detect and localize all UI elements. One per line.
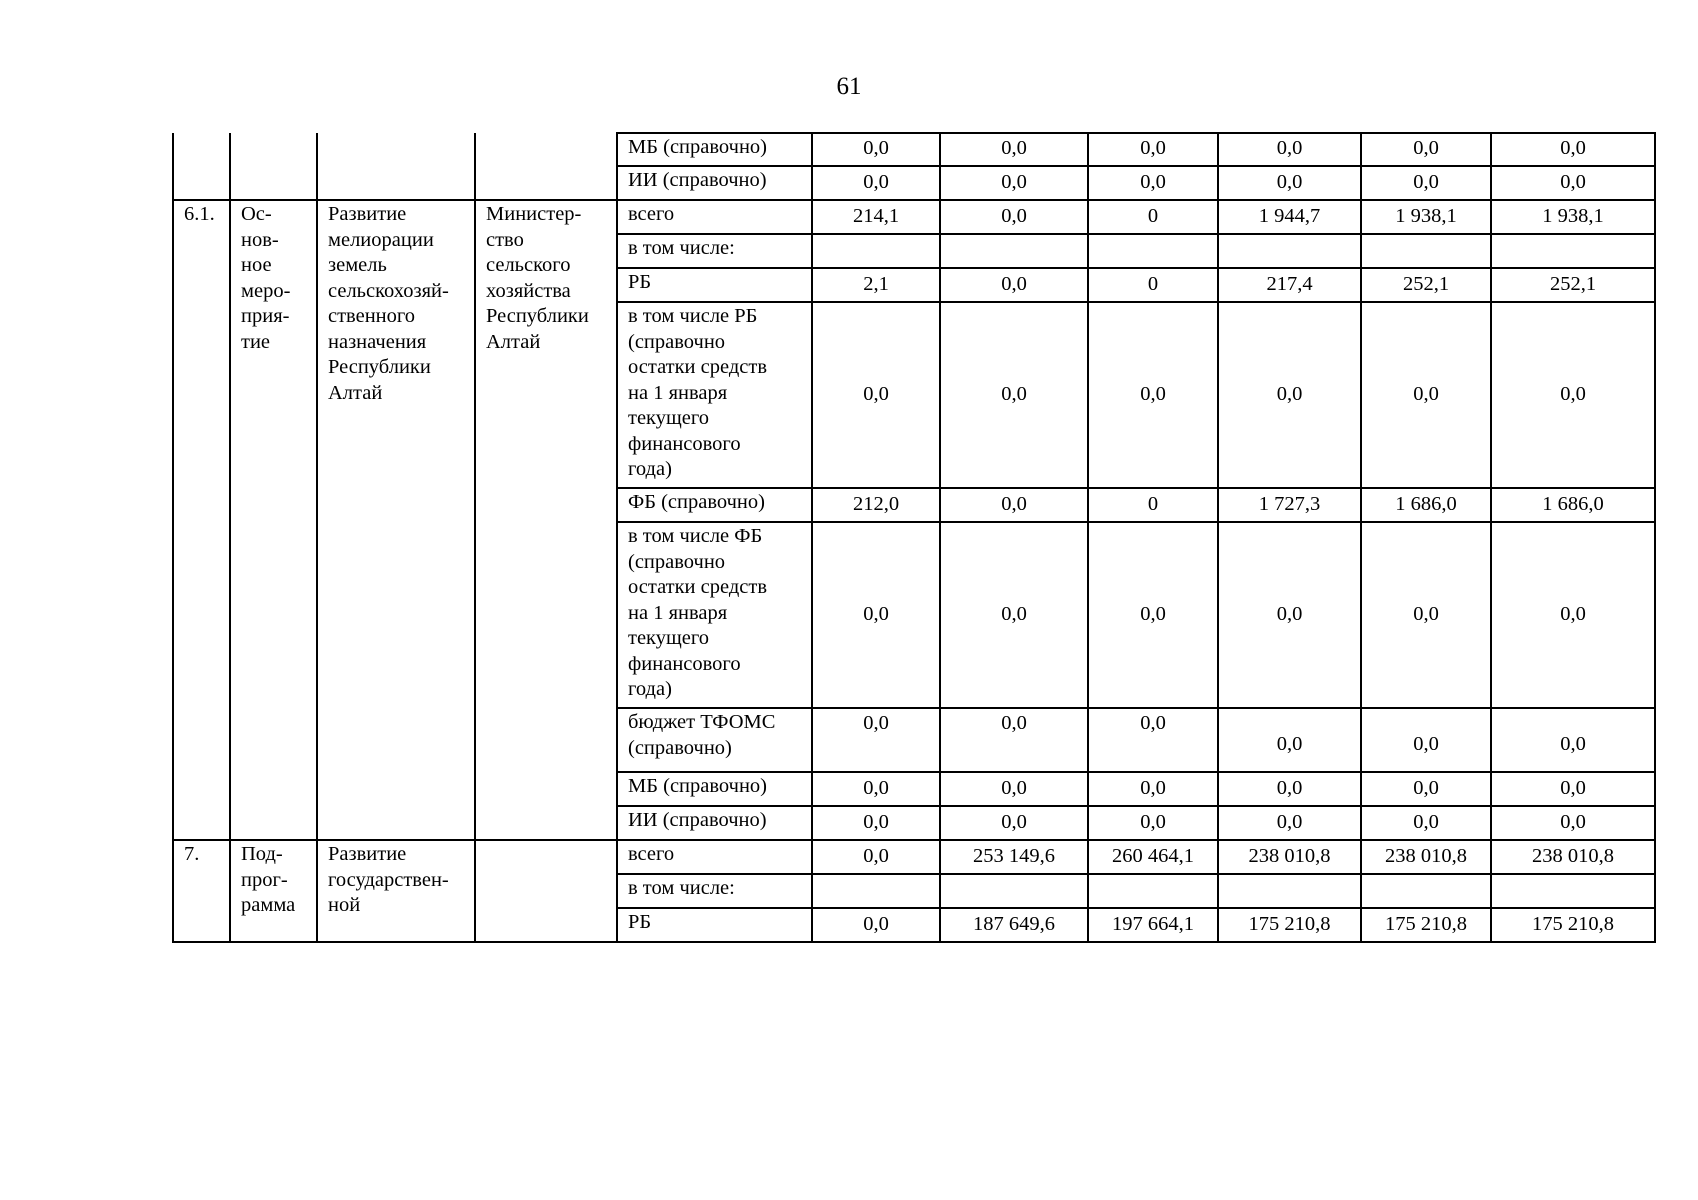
value-cell: 252,1	[1361, 268, 1491, 302]
value-cell: 0,0	[940, 166, 1088, 200]
value-cell: 0,0	[940, 806, 1088, 840]
row-name: Развитие мелиорации земель сельскохозяй- ственного назначения Республики Алтай	[317, 200, 475, 840]
value-cell: 1 944,7	[1218, 200, 1361, 234]
value-cell: 0,0	[1491, 133, 1655, 166]
value-cell: 0,0	[1491, 522, 1655, 708]
value-cell	[812, 234, 940, 268]
value-cell	[1491, 234, 1655, 268]
value-cell	[1361, 234, 1491, 268]
value-cell: 0,0	[812, 772, 940, 806]
value-cell: 0,0	[812, 522, 940, 708]
row-index: 7.	[173, 840, 230, 942]
value-cell: 0,0	[1218, 522, 1361, 708]
row-type: Под- прог- рамма	[230, 840, 317, 942]
page-number: 61	[836, 73, 862, 100]
value-cell: 0,0	[940, 772, 1088, 806]
value-cell: 1 686,0	[1491, 488, 1655, 522]
value-cell: 0,0	[812, 806, 940, 840]
name-cell-empty	[317, 133, 475, 200]
value-cell: 0,0	[1218, 772, 1361, 806]
value-cell: 0,0	[940, 708, 1088, 772]
table-body	[173, 133, 1655, 942]
value-cell: 175 210,8	[1491, 908, 1655, 942]
value-cell: 1 938,1	[1491, 200, 1655, 234]
value-cell: 238 010,8	[1491, 840, 1655, 874]
table-row	[173, 200, 1655, 234]
value-cell: 0,0	[1361, 522, 1491, 708]
value-cell	[1218, 234, 1361, 268]
index-cell-empty	[173, 133, 230, 200]
source-cell: в том числе РБ (справочно остатки средств на 1 января текущего финансового года)	[617, 302, 812, 488]
value-cell: 0,0	[1361, 772, 1491, 806]
value-cell: 0,0	[1218, 302, 1361, 488]
value-cell: 197 664,1	[1088, 908, 1218, 942]
value-cell	[1361, 874, 1491, 908]
table-row	[173, 133, 1655, 166]
value-cell: 0,0	[1361, 708, 1491, 772]
value-cell: 0,0	[940, 200, 1088, 234]
value-cell: 0,0	[1088, 522, 1218, 708]
value-cell: 1 938,1	[1361, 200, 1491, 234]
value-cell: 0,0	[940, 133, 1088, 166]
value-cell: 0	[1088, 200, 1218, 234]
row-executor: Министер- ство сельского хозяйства Республики Алтай	[475, 200, 617, 840]
source-cell: в том числе:	[617, 234, 812, 268]
value-cell: 0,0	[1491, 806, 1655, 840]
value-cell: 238 010,8	[1218, 840, 1361, 874]
value-cell: 214,1	[812, 200, 940, 234]
source-cell: МБ (справочно)	[617, 772, 812, 806]
value-cell: 0,0	[812, 708, 940, 772]
source-cell: РБ	[617, 908, 812, 942]
value-cell: 0,0	[812, 302, 940, 488]
value-cell: 1 727,3	[1218, 488, 1361, 522]
value-cell: 0,0	[1088, 133, 1218, 166]
value-cell: 253 149,6	[940, 840, 1088, 874]
source-cell: всего	[617, 200, 812, 234]
value-cell: 0,0	[812, 840, 940, 874]
value-cell: 0,0	[1218, 806, 1361, 840]
value-cell	[940, 234, 1088, 268]
value-cell	[940, 874, 1088, 908]
value-cell: 260 464,1	[1088, 840, 1218, 874]
value-cell: 252,1	[1491, 268, 1655, 302]
value-cell: 0,0	[1218, 166, 1361, 200]
value-cell: 0,0	[1088, 708, 1218, 772]
value-cell	[1218, 874, 1361, 908]
value-cell: 0,0	[1491, 772, 1655, 806]
source-cell: в том числе ФБ (справочно остатки средств на 1 января текущего финансового года)	[617, 522, 812, 708]
value-cell: 0,0	[940, 268, 1088, 302]
source-cell: ИИ (справочно)	[617, 166, 812, 200]
value-cell: 0,0	[1088, 806, 1218, 840]
value-cell: 0,0	[1088, 772, 1218, 806]
row-executor	[475, 840, 617, 942]
source-cell: ИИ (справочно)	[617, 806, 812, 840]
value-cell: 0,0	[1218, 708, 1361, 772]
source-cell: ФБ (справочно)	[617, 488, 812, 522]
type-cell-empty	[230, 133, 317, 200]
value-cell	[1491, 874, 1655, 908]
value-cell: 2,1	[812, 268, 940, 302]
value-cell: 212,0	[812, 488, 940, 522]
value-cell: 0,0	[1491, 166, 1655, 200]
executor-cell-empty	[475, 133, 617, 200]
value-cell: 0,0	[1491, 302, 1655, 488]
row-type: Ос- нов- ное меро- прия- тие	[230, 200, 317, 840]
table-row	[173, 840, 1655, 874]
value-cell: 0,0	[940, 488, 1088, 522]
funding-table	[172, 132, 1656, 943]
value-cell: 0	[1088, 268, 1218, 302]
value-cell: 0,0	[812, 133, 940, 166]
source-cell: всего	[617, 840, 812, 874]
value-cell: 0,0	[940, 522, 1088, 708]
value-cell: 0,0	[1218, 133, 1361, 166]
value-cell: 0,0	[1361, 166, 1491, 200]
value-cell: 0,0	[1491, 708, 1655, 772]
value-cell: 0,0	[1361, 302, 1491, 488]
value-cell: 175 210,8	[1361, 908, 1491, 942]
row-name: Развитие государствен- ной	[317, 840, 475, 942]
value-cell: 0,0	[812, 166, 940, 200]
value-cell: 0,0	[1088, 302, 1218, 488]
value-cell: 0	[1088, 488, 1218, 522]
value-cell: 0,0	[812, 908, 940, 942]
source-cell: РБ	[617, 268, 812, 302]
row-index: 6.1.	[173, 200, 230, 840]
value-cell	[812, 874, 940, 908]
value-cell: 0,0	[1361, 133, 1491, 166]
value-cell: 175 210,8	[1218, 908, 1361, 942]
value-cell: 0,0	[1088, 166, 1218, 200]
source-cell: МБ (справочно)	[617, 133, 812, 166]
value-cell: 0,0	[940, 302, 1088, 488]
value-cell: 238 010,8	[1361, 840, 1491, 874]
value-cell: 187 649,6	[940, 908, 1088, 942]
value-cell	[1088, 874, 1218, 908]
value-cell: 0,0	[1361, 806, 1491, 840]
source-cell: бюджет ТФОМС (справочно)	[617, 708, 812, 772]
value-cell: 1 686,0	[1361, 488, 1491, 522]
value-cell: 217,4	[1218, 268, 1361, 302]
source-cell: в том числе:	[617, 874, 812, 908]
value-cell	[1088, 234, 1218, 268]
